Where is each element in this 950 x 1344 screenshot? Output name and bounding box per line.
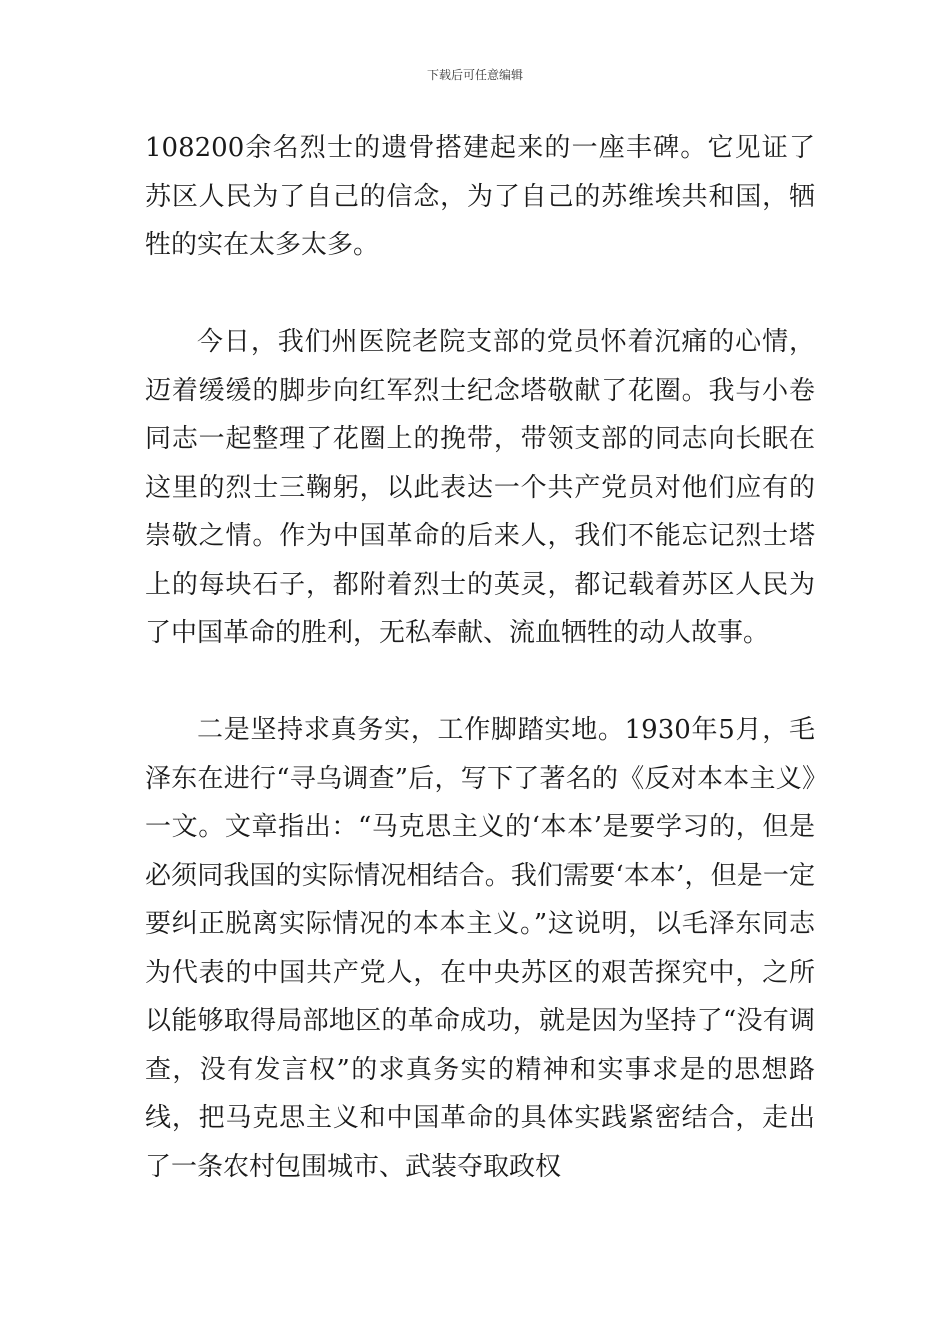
page-header-note: 下载后可任意编辑 <box>426 68 523 82</box>
paragraph-memorial-visit: 今日，我们州医院老院支部的党员怀着沉痛的心情，迈着缓缓的脚步向红军烈士纪念塔敬献了花圈。我与小卷同志一起整理了花圈上的挽带，带领支部的同志向长眠在这里的烈士三鞠躬，以此表达一个共产党员对他们应有的崇敬之情。作为中国革命的后来人，我们不能忘记烈士塔上的每块石子，都附着烈士的英灵，都记载着苏区人民为了中国革命的胜利，无私奉献、流血牺牲的动人故事。 <box>145 327 815 648</box>
paragraph-seek-truth: 二是坚持求真务实，工作脚踏实地。1930年5月，毛泽东在进行“寻乌调查”后，写下了著名的《反对本本主义》一文。文章指出：“马克思主义的‘本本’是要学习的，但是必须同我国的实际情况相结合。我们需要‘本本’，但是一定要纠正脱离实际情况的本本主义。”这说明，以毛泽东同志为代表的中国共产党人，在中央苏区的艰苦探究中，之所以能够取得局部地区的革命成功，就是因为坚持了“没有调查，没有发言权”的求真务实的精神和实事求是的思想路线，把马克思主义和中国革命的具体实践紧密结合，走出了一条农村包围城市、武装夺取政权 <box>145 715 815 1182</box>
paragraph-continuation: 108200余名烈士的遗骨搭建起来的一座丰碑。它见证了苏区人民为了自己的信念，为了自己的苏维埃共和国，牺牲的实在太多太多。 <box>145 133 815 260</box>
document-body <box>145 124 815 1191</box>
